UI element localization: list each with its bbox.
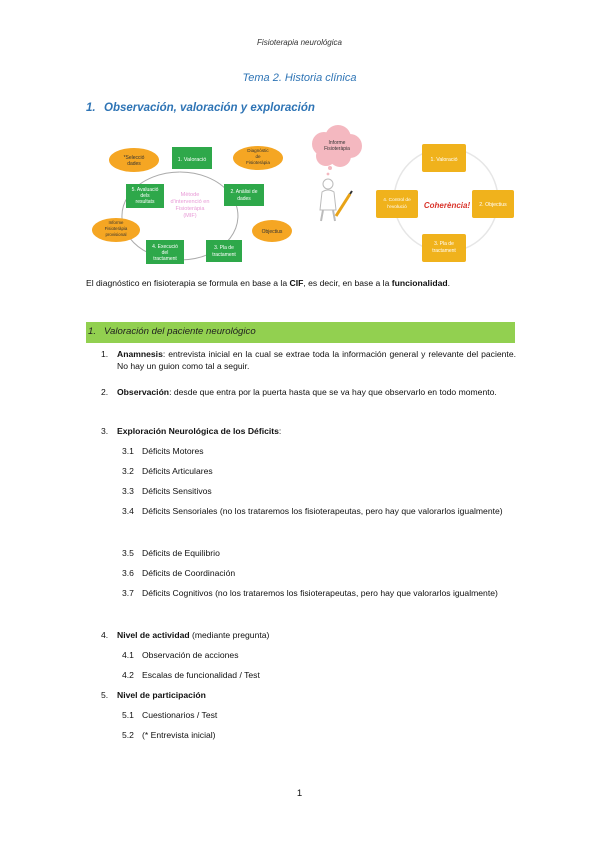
item-bold: Nivel de participación	[117, 690, 206, 700]
item-bold: Anamnesis	[117, 349, 163, 359]
item-number: 3.	[101, 426, 109, 436]
right-step-label-4: 4. Control de l'evolució	[383, 198, 411, 210]
person-with-pencil-icon	[320, 179, 352, 221]
sub-list-item	[122, 587, 516, 603]
item-number: 3.4	[122, 506, 134, 516]
item-number: 4.2	[122, 670, 134, 680]
item-text: :	[278, 426, 282, 436]
cloud-label: Informe Fisioteràpia	[324, 140, 350, 152]
oval-label-3: Objectius	[261, 229, 283, 235]
item-number: 5.1	[122, 710, 134, 720]
right-step-label-2: 2. Objectius	[479, 202, 507, 208]
sub-list-item	[122, 567, 516, 579]
list-item	[101, 629, 516, 641]
sub-list-item	[122, 445, 516, 457]
item-text: : entrevista inicial en la cual se extrae toda la información general y relevante del paciente. No hay un guion como tal a seguir.	[117, 349, 516, 371]
sub-list-item	[122, 465, 516, 477]
item-text: Déficits Sensoriales (no los trataremos los fisioterapeutas, pero hay que valorarlos igualmente)	[142, 506, 503, 516]
item-text: Déficits de Coordinación	[142, 568, 236, 578]
diagnosis-paragraph	[86, 278, 526, 288]
step-label-4: 4. Execució del tractament	[152, 244, 178, 262]
item-text: Escalas de funcionalidad / Test	[142, 670, 260, 680]
item-text: Cuestionarios / Test	[142, 710, 218, 720]
item-text: (* Entrevista inicial)	[142, 730, 216, 740]
list-item	[101, 386, 516, 398]
para-text-2: , es decir, en base a la	[303, 278, 392, 288]
coherence-cycle-diagram	[374, 128, 518, 264]
list-item	[101, 425, 516, 437]
sub-list-item	[122, 505, 516, 521]
sub-list-item	[122, 485, 516, 497]
band-number: 1.	[88, 326, 97, 337]
section-number: 1.	[86, 102, 96, 114]
section-title: Observación, valoración y exploración	[104, 102, 315, 114]
sub-list-item	[122, 729, 516, 741]
step-label-5: 5. Avaluació dels resultats	[131, 187, 159, 205]
running-header: Fisioterapia neurológica	[257, 38, 342, 47]
right-step-label-1: 1. Valoració	[430, 157, 458, 163]
item-text: (mediante pregunta)	[189, 630, 270, 640]
item-text: Observación de acciones	[142, 650, 239, 660]
para-bold-funcionalidad: funcionalidad	[391, 278, 448, 288]
item-bold: Nivel de actividad	[117, 630, 190, 640]
step-label-1: 1. Valoració	[177, 157, 207, 163]
para-text-1: El diagnóstico en fisioterapia se formula en base a la	[86, 278, 290, 288]
item-text: Déficits Cognitivos (no los trataremos los fisioterapeutas, pero hay que valorarlos igualmente)	[142, 588, 498, 598]
item-number: 5.2	[122, 730, 134, 740]
item-text: Déficits Articulares	[142, 466, 213, 476]
item-text: Déficits Sensitivos	[142, 486, 212, 496]
item-number: 5.	[101, 690, 109, 700]
list-item	[101, 348, 516, 372]
sub-list-item	[122, 649, 516, 661]
item-number: 3.1	[122, 446, 134, 456]
mif-center-label: Mètode d'intervenció en Fisioteràpia (MIF)	[170, 192, 210, 219]
right-center-label: Coherència!	[423, 201, 471, 210]
band-title: Valoración del paciente neurológico	[104, 326, 256, 337]
item-number: 3.7	[122, 588, 134, 598]
item-number: 3.3	[122, 486, 134, 496]
item-number: 3.5	[122, 548, 134, 558]
report-figure	[306, 124, 368, 226]
step-box-3	[206, 240, 242, 262]
band-heading	[88, 326, 256, 337]
step-box-2	[224, 184, 264, 206]
item-bold: Exploración Neurológica de los Déficits	[117, 426, 279, 436]
para-bold-cif: CIF	[289, 278, 304, 288]
item-text: Déficits de Equilibrio	[142, 548, 220, 558]
item-number: 3.6	[122, 568, 134, 578]
oval-label-1: *Selecció dades	[123, 155, 145, 167]
oval-label-2: Diagnòstic de Fisioteràpia	[246, 148, 270, 165]
item-text: Déficits Motores	[142, 446, 204, 456]
sub-list-item	[122, 709, 516, 721]
right-step-label-3: 3. Pla de tractament	[432, 241, 456, 254]
item-bold: Observación	[117, 387, 170, 397]
mif-cycle-diagram	[88, 138, 292, 270]
para-text-3: .	[447, 278, 450, 288]
page-number: 1	[296, 788, 303, 799]
step-label-3: 3. Pla de tractament	[212, 245, 236, 258]
step-label-2: 2. Anàlisi de dades	[230, 189, 258, 202]
item-number: 1.	[101, 349, 109, 359]
oval-label-4: Informe Fisioteràpia provisional	[104, 220, 128, 237]
item-number: 4.1	[122, 650, 134, 660]
list-item	[101, 689, 516, 701]
topic-title: Tema 2. Historia clínica	[242, 72, 357, 84]
item-number: 3.2	[122, 466, 134, 476]
item-text: : desde que entra por la puerta hasta que se va hay que observarlo en todo momento.	[169, 387, 497, 397]
item-number: 2.	[101, 387, 109, 397]
section-heading	[86, 102, 315, 114]
item-number: 4.	[101, 630, 109, 640]
sub-list-item	[122, 669, 516, 681]
sub-list-item	[122, 547, 516, 559]
right-step-box-4	[376, 190, 418, 218]
